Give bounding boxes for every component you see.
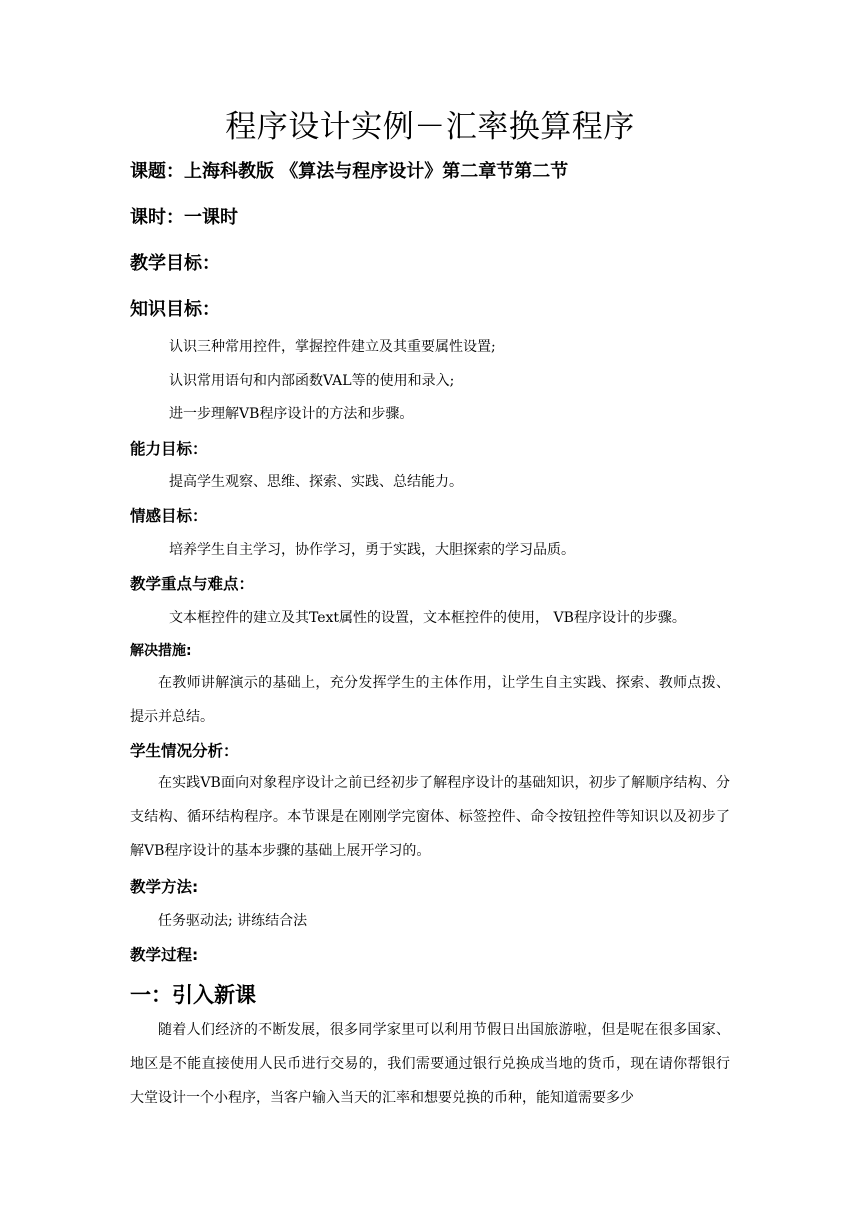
objectives-heading: 教学目标： <box>130 253 220 274</box>
section1-heading: 一：引入新课 <box>130 983 256 1007</box>
emotion-heading: 情感目标： <box>130 507 208 525</box>
student-analysis-heading: 学生情况分析： <box>130 742 239 760</box>
key-points-text: 文本框控件的建立及其Text属性的设置，文本框控件的使用， VB程序设计的步骤。 <box>169 610 686 626</box>
methods-heading: 教学方法: <box>130 878 199 896</box>
section1-text: 随着人们经济的不断发展，很多同学家里可以利用节假日出国旅游啦，但是呢在很多国家、地区是不能直接使用人民币进行交易的，我们需要通过银行兑换成当地的货币，现在请你帮银行大堂设计一个小程序，当客户输入当天的汇率和想要兑换的币种，能知道需要多少 <box>130 1022 730 1106</box>
ability-heading: 能力目标： <box>130 440 208 458</box>
process-heading: 教学过程: <box>130 946 199 964</box>
solutions-text: 在教师讲解演示的基础上，充分发挥学生的主体作用，让学生自主实践、探索、教师点拨、提示并总结。 <box>130 675 730 725</box>
methods-text: 任务驱动法; 讲练结合法 <box>158 913 308 929</box>
knowledge-item-3: 进一步理解VB程序设计的方法和步骤。 <box>169 406 414 422</box>
period-heading: 课时：一课时 <box>130 207 238 228</box>
emotion-text: 培养学生自主学习，协作学习，勇于实践，大胆探索的学习品质。 <box>169 542 575 558</box>
student-analysis-text: 在实践VB面向对象程序设计之前已经初步了解程序设计的基础知识，初步了解顺序结构、分支结构、循环结构程序。本节课是在刚刚学完窗体、标签控件、命令按钮控件等知识以及初步了解VB程序设计的基本步骤的基础上展开学习的。 <box>130 775 730 859</box>
ability-text: 提高学生观察、思维、探索、实践、总结能力。 <box>169 474 463 490</box>
course-heading: 课题：上海科教版 《算法与程序设计》第二章节第二节 <box>130 161 569 182</box>
knowledge-item-2: 认识常用语句和内部函数VAL等的使用和录入; <box>169 373 455 389</box>
page-title: 程序设计实例－汇率换算程序 <box>225 109 635 145</box>
solutions-heading: 解决措施: <box>130 643 192 659</box>
knowledge-item-1: 认识三种常用控件，掌握控件建立及其重要属性设置; <box>169 339 496 355</box>
knowledge-heading: 知识目标： <box>130 299 220 320</box>
key-points-heading: 教学重点与难点： <box>130 575 255 593</box>
